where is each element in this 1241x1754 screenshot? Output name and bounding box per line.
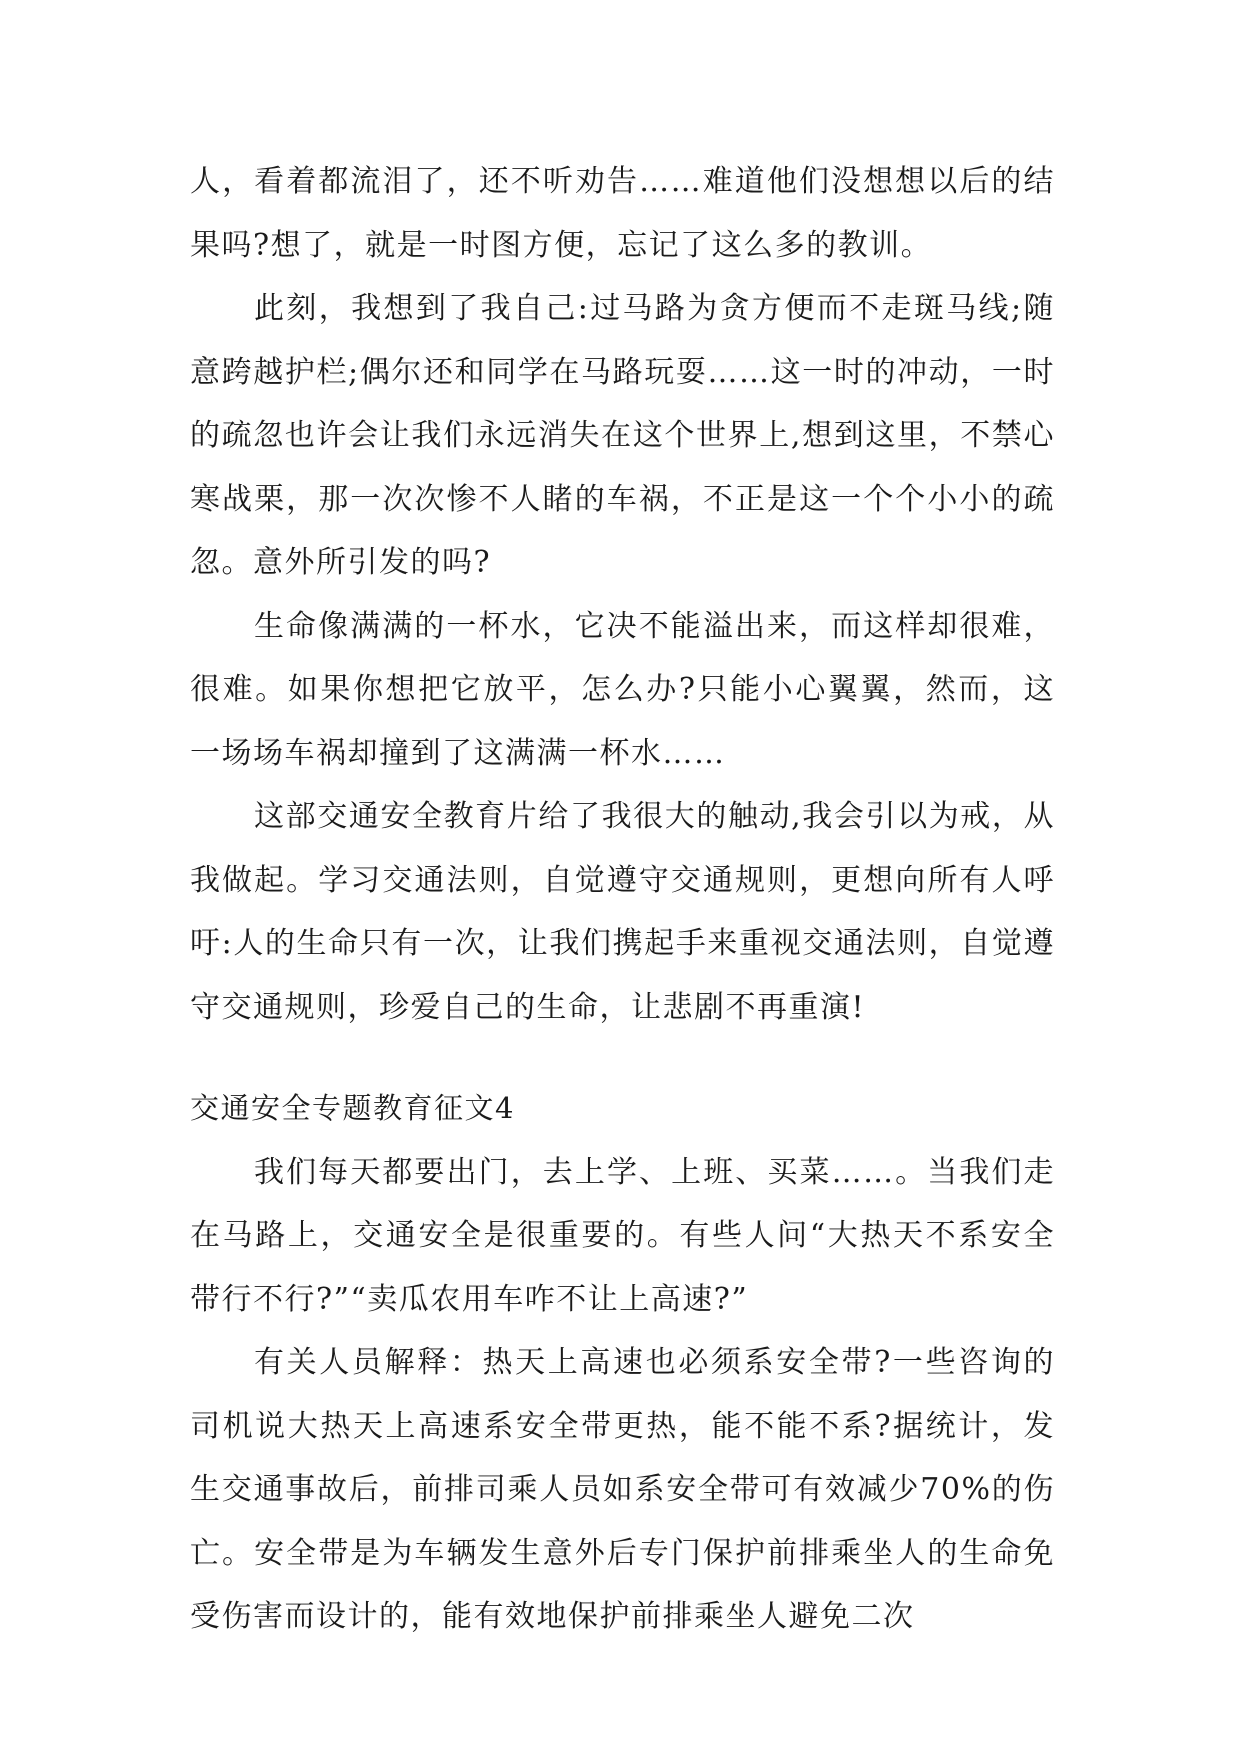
section-heading: 交通安全专题教育征文4: [190, 1091, 515, 1125]
paragraph: 这部交通安全教育片给了我很大的触动,我会引以为戒，从我做起。学习交通法则，自觉遵守交通规则，更想向所有人呼吁:人的生命只有一次，让我们携起手来重视交通法则，自觉遵守交通规则，珍爱自己的生命，让悲剧不再重演!: [190, 799, 1055, 1025]
paragraph: 我们每天都要出门，去上学、上班、买菜……。当我们走在马路上，交通安全是很重要的。有些人问“大热天不系安全带行不行?”“卖瓜农用车咋不让上高速?”: [190, 1154, 1055, 1317]
paragraph: 生命像满满的一杯水，它决不能溢出来，而这样却很难，很难。如果你想把它放平，怎么办?只能小心翼翼，然而，这一场场车祸却撞到了这满满一杯水……: [190, 608, 1055, 771]
document-body: [190, 150, 1055, 1649]
paragraph: 此刻，我想到了我自己:过马路为贪方便而不走斑马线;随意跨越护栏;偶尔还和同学在马路玩耍……这一时的冲动，一时的疏忽也许会让我们永远消失在这个世界上,想到这里，不禁心寒战栗，那一次次惨不人睹的车祸，不正是这一个个小小的疏忽。意外所引发的吗?: [190, 291, 1055, 580]
paragraph: 人，看着都流泪了，还不听劝告……难道他们没想想以后的结果吗?想了，就是一时图方便，忘记了这么多的教训。: [190, 164, 1055, 263]
paragraph: 有关人员解释：热天上高速也必须系安全带?一些咨询的司机说大热天上高速系安全带更热，能不能不系?据统计，发生交通事故后，前排司乘人员如系安全带可有效减少70%的伤亡。安全带是为车辆发生意外后专门保护前排乘坐人的生命免受伤害而设计的，能有效地保护前排乘坐人避免二次: [190, 1345, 1055, 1634]
